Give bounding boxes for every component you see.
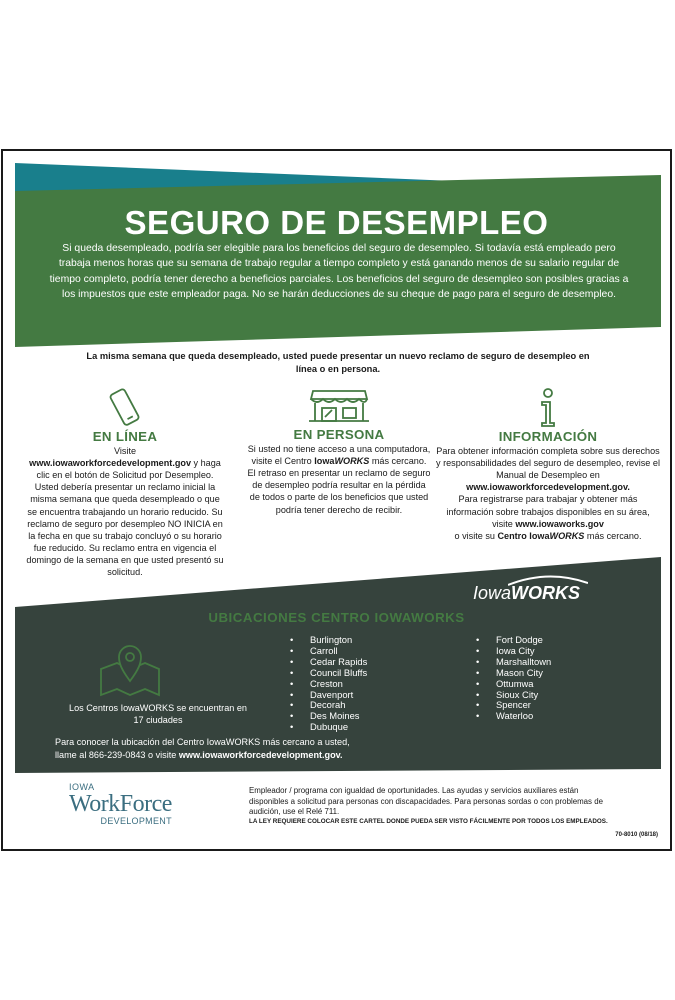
storefront-icon [307,387,371,427]
city-item: • Des Moines [290,711,367,722]
logo-workforce: WorkForce [69,791,172,817]
eoe-statement: Empleador / programa con igualdad de oportunidades. Las ayudas y servicios auxiliares están disponibles a solicitud para personas con discapacidades. Para personas sordas o con problemas de audición, use el Relé 711. [249,786,603,816]
online-text: y haga clic en el botón de Solicitud por Desempleo. Usted debería presentar un reclamo inicial la misma semana que queda desempleado o que se encuentra trabajando un horario reducido. Su reclamo de seguro por desempleo NO INICIA en la fecha en que su trabajo concluyó o su horario fue reducido. Su reclamo entra en vigencia el domingo de la semana en que usted presentó su solicitud. [26,458,224,578]
city-item: • Spencer [476,700,551,711]
city-item: • Dubuque [290,722,367,733]
info-text3: o visite su [454,530,495,541]
cities-list-1 [290,635,367,733]
locations-caption: Los Centros IowaWORKS se encuentran en 17 ciudades [69,703,247,725]
in-person-text2: más cercano. [371,456,427,467]
unemployment-poster [1,149,672,851]
city-item: • Creston [290,679,367,690]
info-section [435,387,661,542]
form-number: 70-8010 (08/18) [615,832,658,838]
city-item: • Waterloo [476,711,551,722]
in-person-text1: Si usted no tiene acceso a una computadora, visite el Centro [247,444,431,467]
online-title: EN LÍNEA [92,429,158,444]
city-item: • Davenport [290,690,367,701]
city-item: • Ottumwa [476,679,551,690]
locations-note [55,736,635,762]
online-section [25,387,225,578]
city-item: • Cedar Rapids [290,657,367,668]
logo-iowa: IOWA [69,782,95,792]
info-icon [533,387,563,429]
brand-b: WORKS [511,583,581,603]
online-url[interactable]: www.iowaworkforcedevelopment.gov [29,458,192,469]
info-center: Centro Iowa [497,530,550,541]
in-person-title: EN PERSONA [293,427,385,442]
online-visit: Visite [113,446,137,457]
city-item: • Fort Dodge [476,635,551,646]
city-item: • Mason City [476,668,551,679]
locations-note-1: Para conocer la ubicación del Centro IowaWORKS más cercano a usted, [55,737,350,747]
locations-title: UBICACIONES CENTRO IOWAWORKS [208,610,465,625]
in-person-text3: El retraso en presentar un reclamo de seguro de desempleo podría resultar en la pérdida de todos o parte de los beneficios que usted podría tener derecho de recibir. [247,468,431,515]
page-title: SEGURO DE DESEMPLEO [124,204,549,241]
iowa-workforce-logo [69,783,172,826]
logo-development: DEVELOPMENT [100,816,172,826]
info-url2[interactable]: www.iowaworks.gov [515,518,604,529]
iowaworks-logo [473,583,580,604]
locations-note-url[interactable]: www.iowaworkforcedevelopment.gov. [178,750,343,760]
city-item: • Marshalltown [476,657,551,668]
info-title: INFORMACIÓN [498,429,598,444]
in-person-center-b: WORKS [334,456,370,467]
in-person-section [246,387,432,516]
locations-note-2: llame al 866-239-0843 o visite [55,750,177,760]
info-url1[interactable]: www.iowaworkforcedevelopment.gov. [466,482,630,493]
location-map-icon [99,641,161,697]
city-item: • Carroll [290,646,367,657]
city-item: • Burlington [290,635,367,646]
city-item: • Sioux City [476,690,551,701]
info-center-b: WORKS [549,530,585,541]
lead-text: La misma semana que queda desempleado, usted puede presentar un nuevo reclamo de seguro de desempleo en línea o en persona. [86,351,590,374]
phone-icon [105,387,145,429]
info-text4: más cercano. [586,530,642,541]
brand-a: Iowa [473,583,512,603]
info-text2: Para registrarse para trabajar y obtener más información sobre trabajos disponibles en su área, visite [446,494,650,529]
law-notice: LA LEY REQUIERE COLOCAR ESTE CARTEL DONDE PUEDA SER VISTO FÁCILMENTE POR TODOS LOS EMPLEADOS. [249,818,608,825]
city-item: • Iowa City [476,646,551,657]
cities-list-2 [476,635,551,722]
city-item: • Council Bluffs [290,668,367,679]
city-item: • Decorah [290,700,367,711]
in-person-center-a: Iowa [314,456,335,467]
info-text1: Para obtener información completa sobre sus derechos y responsabilidades del seguro de desempleo, revise el Manual de Desempleo en [436,446,660,481]
intro-text: Si queda desempleado, podría ser elegible para los beneficios del seguro de desempleo. Si todavía está empleado pero trabaja menos horas que su semana de trabajo regular a tiempo completo y está ganando menos de su salario regular de tiempo completo, podría tener derecho a beneficios parciales. Los beneficios del seguro de desempleo son posibles gracias a los impuestos que este empleador paga. No se harán deducciones de su cheque de pago para el seguro de desempleo. [49,243,629,300]
